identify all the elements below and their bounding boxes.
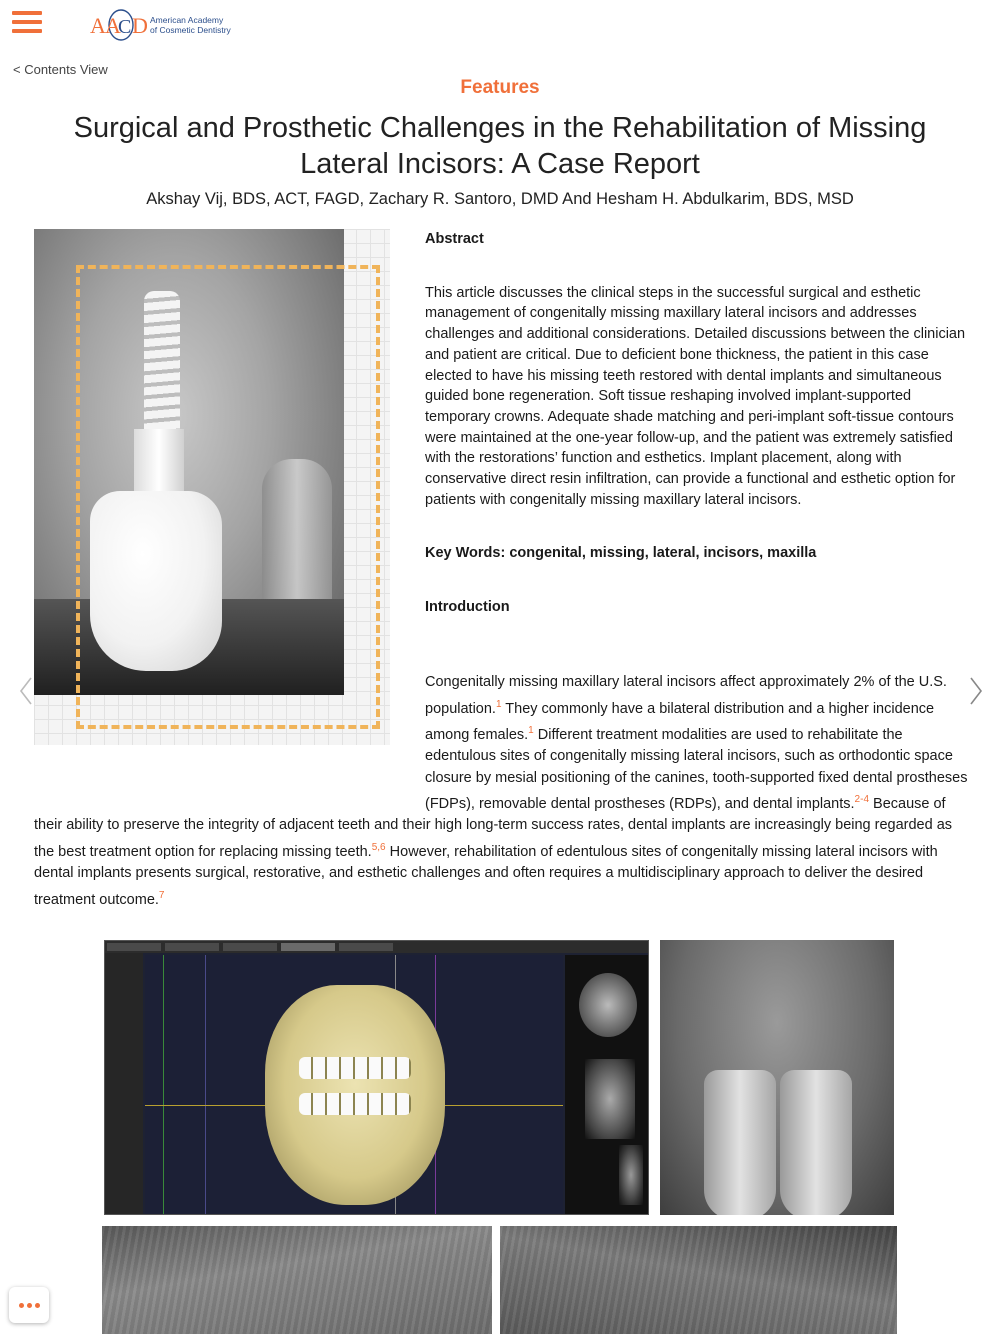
chevron-left-icon: [18, 676, 34, 706]
logo-text: American Academy of Cosmetic Dentistry: [150, 15, 231, 35]
svg-text:A: A: [90, 13, 106, 38]
hamburger-icon[interactable]: [12, 11, 42, 35]
svg-text:D: D: [132, 13, 148, 38]
citation-ref[interactable]: 1: [495, 698, 502, 710]
aacd-logo-mark-icon: [88, 6, 150, 44]
figure-dashed-frame: [76, 265, 380, 729]
cbct-skull-render: [265, 985, 445, 1205]
introduction-text: Congenitally missing maxillary lateral incisors affect approximately 2% of the U.S. population.$^1$ They commonly have a bilateral distribution and a higher incidence among females.$^1$ Different treatment modalities are used to rehabilitate the edentulous sites of congenitally missing lateral incisors, such as orthodontic space closure by mesial positioning of the canines, tooth-supported fixed dental prostheses (FDPs), removable dental prostheses (RDPs), and dental implants.$^{2-4}$ Because of their ability to preserve the integrity of adjacent teeth and their high long-term success rates, dental implants are increasingly being regarded as the best treatment option for replacing missing teeth.$^{5,6}$ However, rehabilitation of edentulous sites of congenitally missing lateral incisors with dental implants presents surgical, restorative, and esthetic challenges and often requires a multidisciplinary approach to deliver the desired treatment outcome.$^7$: [34, 674, 968, 908]
top-bar: [0, 0, 1000, 52]
article-authors: Akshay Vij, BDS, ACT, FAGD, Zachary R. Santoro, DMD And Hesham H. Abdulkarim, BDS, MSD: [146, 190, 854, 208]
citation-ref[interactable]: 1: [528, 724, 534, 736]
article-category: Features: [460, 77, 540, 98]
article-title: Surgical and Prosthetic Challenges in the Rehabilitation of Missing Lateral Incisors: A Case Report: [73, 112, 927, 180]
figure-radiograph-detail-right[interactable]: [500, 1226, 897, 1334]
more-dots-icon: [19, 1303, 24, 1308]
contents-view-link[interactable]: < Contents View: [13, 62, 108, 77]
citation-ref[interactable]: 2-4: [854, 794, 869, 806]
introduction-heading: Introduction: [425, 599, 510, 616]
keywords: Key Words: congenital, missing, lateral, incisors, maxilla: [425, 545, 817, 562]
next-page-button[interactable]: [968, 676, 984, 706]
svg-text:C: C: [118, 16, 132, 38]
abstract-heading: Abstract: [425, 231, 484, 247]
figure-implant-radiograph[interactable]: [34, 229, 390, 745]
figure-cbct-scan[interactable]: [104, 940, 649, 1215]
figure-radiograph-detail-left[interactable]: [102, 1226, 492, 1334]
logo[interactable]: [88, 6, 238, 44]
figure-periapical-radiograph[interactable]: [660, 940, 894, 1215]
citation-ref[interactable]: 7: [158, 889, 165, 901]
previous-page-button[interactable]: [18, 676, 34, 706]
abstract-section: [425, 229, 973, 618]
more-options-button[interactable]: [9, 1287, 49, 1323]
citation-ref[interactable]: 5,6: [371, 841, 386, 853]
svg-text:A: A: [105, 13, 121, 38]
chevron-right-icon: [968, 676, 984, 706]
abstract-text: This article discusses the clinical steps in the successful surgical and esthetic management of congenitally missing maxillary lateral incisors and addresses challenges and additional considerations. Detailed discussions between the clinician and patient are critical. Due to deficient bone thickness, the patient in this case elected to have his missing teeth restored with dental implants and simultaneous guided bone regeneration. Soft tissue reshaping involved implant-supported temporary crowns. Adequate shade matching and peri-implant soft-tissue contours were maintained at the one-year follow-up, and the patient was extremely satisfied with the restorations’ function and esthetics. Implant placement, along with conservative direct resin infiltration, can provide a functional and esthetic option for patients with congenitally missing maxillary lateral incisors.: [425, 284, 966, 508]
